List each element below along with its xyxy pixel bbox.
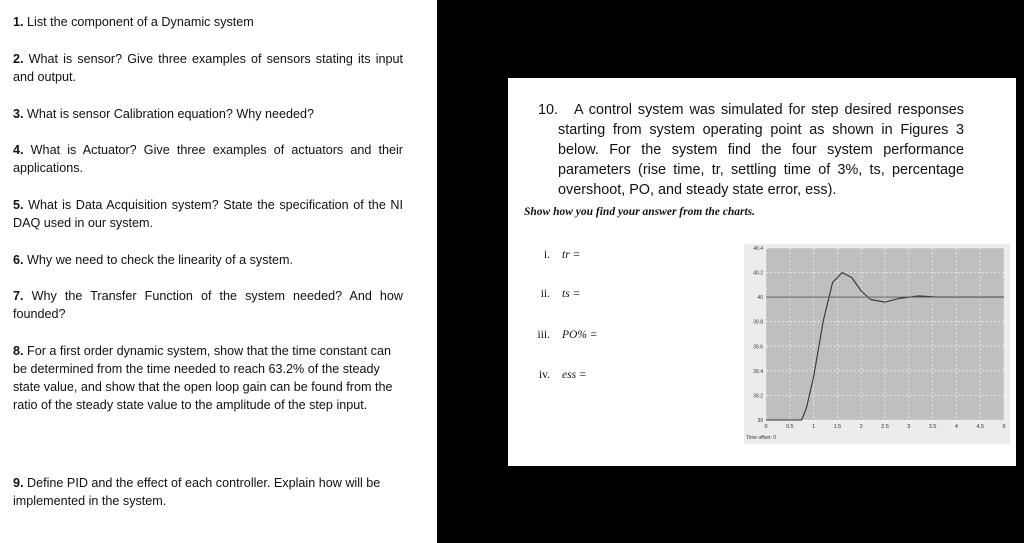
question-3 — [13, 105, 405, 123]
question-4 — [13, 141, 403, 177]
question-number: 4. — [13, 143, 24, 157]
question-6 — [13, 251, 405, 269]
x-tick-label: 1.5 — [833, 424, 842, 430]
x-axis-label: Time offset: 0 — [746, 435, 777, 441]
question-text: For a first order dynamic system, show that the time constant can be determined from the time needed to reach 63.2% of the steady state value, and show that the open loop gain can be found from the ratio of the steady state value to the amplitude of the step input. — [13, 344, 393, 412]
question-text: What is sensor? Give three examples of sensors stating its input and output. — [13, 52, 404, 84]
question-7 — [13, 287, 403, 323]
y-tick-label: 39.2 — [753, 393, 763, 400]
roman-numeral: ii. — [540, 288, 550, 300]
x-tick-label: 1 — [812, 424, 816, 430]
question-text: Define PID and the effect of each controller. Explain how will be implemented in the system. — [13, 476, 381, 508]
question-number: 9. — [13, 476, 24, 490]
question-text: What is Actuator? Give three examples of actuators and their applications. — [13, 143, 403, 175]
y-tick-label: 40.4 — [753, 246, 763, 252]
question-5 — [13, 196, 403, 232]
question-number: 6. — [13, 253, 24, 267]
x-tick-label: 2 — [859, 424, 863, 430]
question-8 — [13, 342, 398, 414]
question-text: What is sensor Calibration equation? Why needed? — [27, 107, 315, 121]
instruction-text: Show how you find your answer from the charts. — [524, 206, 756, 218]
y-tick-label: 39.4 — [753, 368, 763, 375]
question-number: 10. — [538, 102, 559, 118]
question-text: What is Data Acquisition system? State the specification of the NI DAQ used in our system. — [13, 198, 403, 230]
x-tick-label: 0 — [764, 424, 768, 430]
roman-numeral: iv. — [538, 369, 550, 381]
question-9 — [13, 474, 408, 510]
x-tick-label: 2.5 — [881, 424, 889, 430]
answer-label: ess = — [562, 369, 587, 381]
x-tick-label: 3 — [907, 424, 911, 430]
question-1 — [13, 13, 405, 31]
roman-numeral: i. — [543, 249, 550, 261]
question-number: 3. — [13, 107, 24, 121]
question-10-panel — [508, 78, 1016, 466]
y-tick-label: 39.8 — [753, 319, 763, 326]
x-tick-label: 4.5 — [976, 424, 985, 430]
roman-numeral: iii. — [537, 329, 550, 341]
answer-item-steady-state-error — [524, 369, 587, 381]
question-10 — [538, 100, 964, 200]
question-text: Why the Transfer Function of the system needed? And how founded? — [13, 289, 404, 321]
y-tick-label: 40.2 — [753, 270, 763, 277]
answer-label: ts = — [562, 288, 581, 300]
question-text: List the component of a Dynamic system — [27, 15, 254, 29]
answer-item-rise-time — [524, 249, 580, 261]
question-text: A control system was simulated for step desired responses starting from system operating point as shown in Figures 3 below. For the system find the four system performance parameters (rise time, tr, settling time of 3%, ts, percentage overshoot, PO, and steady state error, ess). — [558, 102, 964, 198]
step-response-chart — [744, 244, 1010, 444]
question-number: 8. — [13, 344, 24, 358]
x-tick-label: 5 — [1002, 424, 1006, 430]
question-text: Why we need to check the linearity of a system. — [27, 253, 294, 267]
question-number: 1. — [13, 15, 24, 29]
questions-panel — [0, 0, 437, 543]
y-tick-label: 40 — [757, 295, 763, 302]
answer-label: tr = — [562, 249, 581, 261]
answer-label: PO% = — [562, 329, 598, 341]
x-tick-label: 4 — [954, 424, 958, 430]
x-tick-label: 3.5 — [928, 424, 937, 430]
question-number: 2. — [13, 52, 24, 66]
x-tick-label: 0.5 — [785, 424, 794, 430]
question-2 — [13, 50, 403, 86]
y-tick-label: 39 — [757, 418, 763, 424]
question-number: 7. — [13, 289, 24, 303]
y-tick-label: 39.6 — [753, 344, 763, 351]
question-number: 5. — [13, 198, 24, 212]
answer-item-overshoot — [524, 329, 598, 341]
answer-item-settling-time — [524, 288, 580, 300]
